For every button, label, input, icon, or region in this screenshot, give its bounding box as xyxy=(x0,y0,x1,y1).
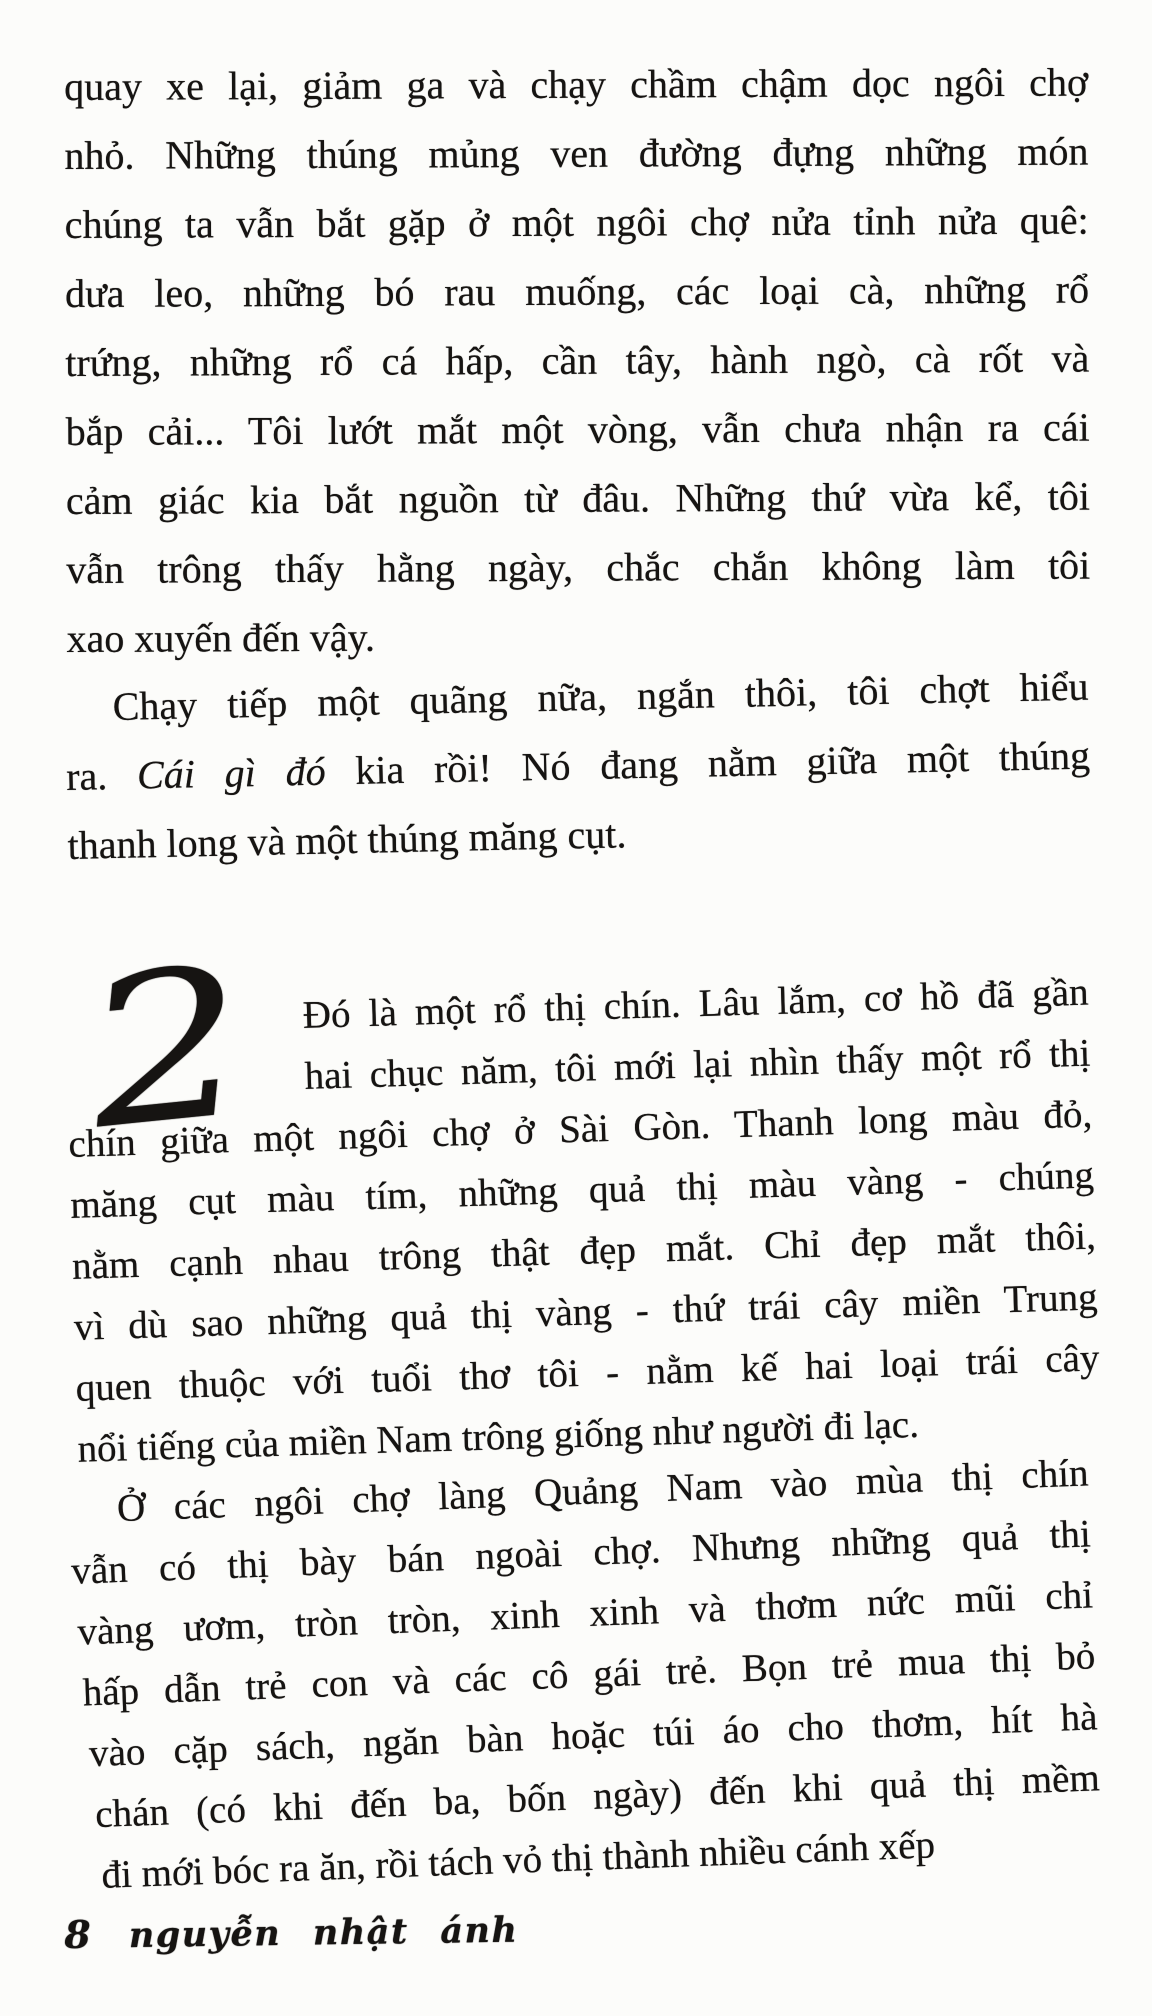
page-footer xyxy=(64,1906,519,1957)
author-name: nguyễn nhật ánh xyxy=(128,1909,519,1957)
text-line: vàng ươm, tròn tròn, xinh xinh và thơm nức mũi chỉ xyxy=(76,1573,1094,1654)
text-line: nằm cạnh nhau trông thật đẹp mắt. Chỉ đẹp mắt thôi, xyxy=(71,1214,1097,1288)
text-line: trứng, những rổ cá hấp, cần tây, hành ngò, cà rốt và xyxy=(65,335,1090,385)
text-line: vì dù sao những quả thị vàng - thứ trái cây miền Trung xyxy=(73,1275,1099,1349)
text-segment: kia rồi! Nó đang nằm giữa một thúng xyxy=(325,732,1091,794)
text-line: dưa leo, những bó rau muống, các loại cà, những rổ xyxy=(64,266,1090,316)
drop-cap-numeral-2: 2 xyxy=(72,922,263,1176)
text-line: Chạy tiếp một quãng nữa, ngắn thôi, tôi chợt hiểu xyxy=(112,663,1089,729)
paragraph-realization xyxy=(64,652,1092,880)
text-line: xao xuyến đến vậy. xyxy=(66,614,376,661)
page-number: 8 xyxy=(64,1911,92,1957)
text-line: chín giữa một ngôi chợ ở Sài Gòn. Thanh long màu đỏ, xyxy=(67,1092,1093,1166)
text-line: vào cặp sách, ngăn bàn hoặc túi áo cho thơm, hít hà xyxy=(88,1695,1099,1776)
text-line: bắp cải... Tôi lướt mắt một vòng, vẫn chưa nhận ra cái xyxy=(65,404,1090,454)
text-line: cảm giác kia bắt nguồn từ đâu. Những thứ vừa kể, tôi xyxy=(65,473,1091,523)
text-line: vẫn có thị bày bán ngoài chợ. Nhưng những quả thị xyxy=(70,1512,1092,1593)
section-2-opening-paragraph xyxy=(64,922,1102,1480)
paragraph-market-description xyxy=(64,48,1091,673)
text-line: hấp dẫn trẻ con và các cô gái trẻ. Bọn trẻ mua thị bỏ xyxy=(82,1634,1096,1715)
text-line: Ở các ngôi chợ làng Quảng Nam vào mùa thị chín xyxy=(116,1451,1090,1531)
text-line: đi mới bóc ra ăn, rồi tách vỏ thị thành nhiều cánh xếp xyxy=(100,1823,936,1897)
text-line: chúng ta vẫn bắt gặp ở một ngôi chợ nửa tỉnh nửa quê: xyxy=(64,197,1089,247)
text-line: chán (có khi đến ba, bốn ngày) đến khi quả thị mềm xyxy=(94,1756,1101,1837)
text-line: quay xe lại, giảm ga và chạy chầm chậm dọc ngôi chợ xyxy=(64,59,1089,109)
text-line: nhỏ. Những thúng mủng ven đường đựng những món xyxy=(64,128,1089,178)
text-line: nổi tiếng của miền Nam trông giống như người đi lạc. xyxy=(76,1402,920,1471)
italic-phrase: Cái gì đó xyxy=(136,748,327,798)
text-line: vẫn trông thấy hằng ngày, chắc chắn không làm tôi xyxy=(66,542,1091,592)
text-line: thanh long và một thúng măng cụt. xyxy=(67,811,627,868)
text-line: măng cụt màu tím, những quả thị màu vàng - chúng xyxy=(69,1153,1095,1227)
text-line: quen thuộc với tuổi thơ tôi - nằm kế hai loại trái cây xyxy=(75,1336,1100,1410)
paragraph-quang-nam-memory xyxy=(64,1442,1103,1906)
text-line: hai chục năm, tôi mới lại nhìn thấy một rổ thị xyxy=(303,1031,1091,1098)
text-line: Đó là một rổ thị chín. Lâu lắm, cơ hồ đã gần xyxy=(302,970,1090,1037)
text-segment: ra. xyxy=(65,752,138,799)
